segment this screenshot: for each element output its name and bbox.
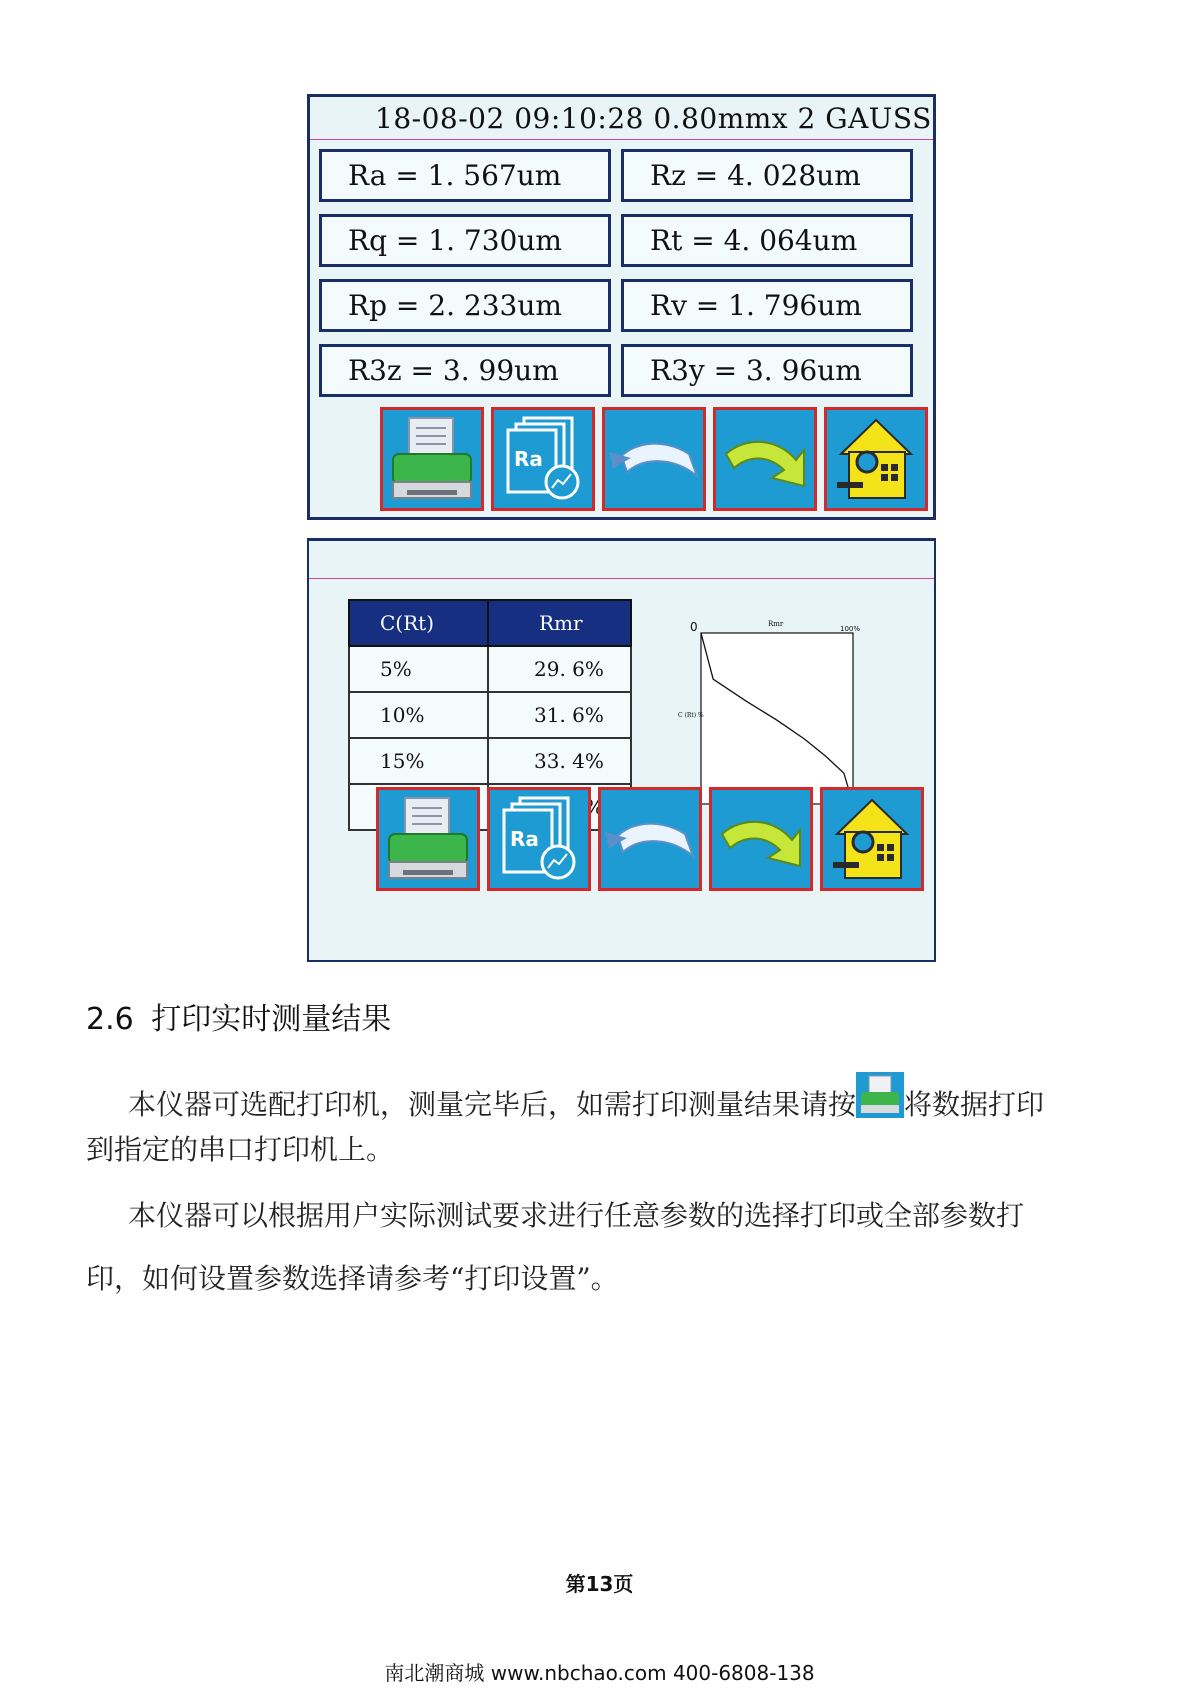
param-r3y: R3y = 3. 96um — [621, 344, 913, 397]
print-button[interactable] — [376, 787, 480, 891]
forward-button[interactable] — [713, 407, 817, 511]
param-rp: Rp = 2. 233um — [319, 279, 611, 332]
toolbar — [380, 407, 928, 511]
home-button[interactable] — [824, 407, 928, 511]
param-r3z: R3z = 3. 99um — [319, 344, 611, 397]
back-button[interactable] — [602, 407, 706, 511]
param-rz: Rz = 4. 028um — [621, 149, 913, 202]
printer-icon — [383, 410, 481, 508]
home-icon — [827, 410, 925, 508]
param-rt: Rt = 4. 064um — [621, 214, 913, 267]
table-cell: 10% — [349, 692, 488, 738]
table-row — [349, 738, 631, 784]
table-row — [349, 646, 631, 692]
chart-title: Rmr — [768, 620, 784, 628]
section-number: 2.6 — [86, 1002, 134, 1037]
table-header-rmr: Rmr — [488, 600, 631, 646]
section-title: 打印实时测量结果 — [151, 1002, 392, 1037]
rmr-screen — [307, 538, 936, 962]
chart-ylabel: C (Rt) % — [678, 712, 704, 719]
print-button[interactable] — [380, 407, 484, 511]
paragraph-2-line-1: 本仪器可以根据用户实际测试要求进行任意参数的选择打印或全部参数打 — [128, 1199, 1025, 1232]
page-number: 第13页 — [565, 1572, 634, 1596]
section-heading — [86, 994, 391, 1038]
header-divider — [309, 578, 934, 579]
paragraph-2-line-2: 印，如何设置参数选择请参考“打印设置”。 — [86, 1262, 619, 1295]
table-cell: 15% — [349, 738, 488, 784]
param-rq: Rq = 1. 730um — [319, 214, 611, 267]
status-line: 18-08-02 09:10:28 0.80mmx 2 GAUSS — [375, 102, 932, 135]
report-button[interactable] — [491, 407, 595, 511]
paragraph-text: 本仪器可选配打印机，测量完毕后，如需打印测量结果请按 — [128, 1088, 857, 1121]
chart-x-start-label: 0 — [690, 620, 698, 634]
table-cell: 29. 6% — [488, 646, 631, 692]
printer-icon — [856, 1072, 904, 1118]
header-divider — [310, 139, 933, 140]
table-row — [349, 692, 631, 738]
back-button[interactable] — [598, 787, 702, 891]
chart-x-end-label: 100% — [840, 625, 861, 633]
table-cell: 33. 4% — [488, 738, 631, 784]
forward-button[interactable] — [709, 787, 813, 891]
report-label: Ra — [510, 827, 539, 851]
paragraph-1-line-1 — [128, 1072, 1044, 1123]
table-cell: 31. 6% — [488, 692, 631, 738]
arrow-back-icon — [605, 410, 703, 508]
table-header-crt: C(Rt) — [349, 600, 488, 646]
param-rv: Rv = 1. 796um — [621, 279, 913, 332]
paragraph-text: 将数据打印 — [904, 1088, 1045, 1121]
param-ra: Ra = 1. 567um — [319, 149, 611, 202]
printer-icon — [379, 790, 477, 888]
home-icon — [823, 790, 921, 888]
report-button[interactable] — [487, 787, 591, 891]
arrow-back-icon — [601, 790, 699, 888]
home-button[interactable] — [820, 787, 924, 891]
arrow-forward-icon — [712, 790, 810, 888]
report-ra-icon — [490, 790, 588, 888]
measurement-result-screen — [307, 94, 936, 520]
paragraph-1-line-2: 到指定的串口打印机上。 — [86, 1133, 395, 1166]
chart-plot-area — [701, 633, 853, 804]
report-label: Ra — [514, 447, 543, 471]
table-cell: 5% — [349, 646, 488, 692]
report-ra-icon — [494, 410, 592, 508]
footer: 南北潮商城 www.nbchao.com 400-6808-138 — [384, 1661, 815, 1685]
toolbar — [376, 787, 924, 891]
arrow-forward-icon — [716, 410, 814, 508]
